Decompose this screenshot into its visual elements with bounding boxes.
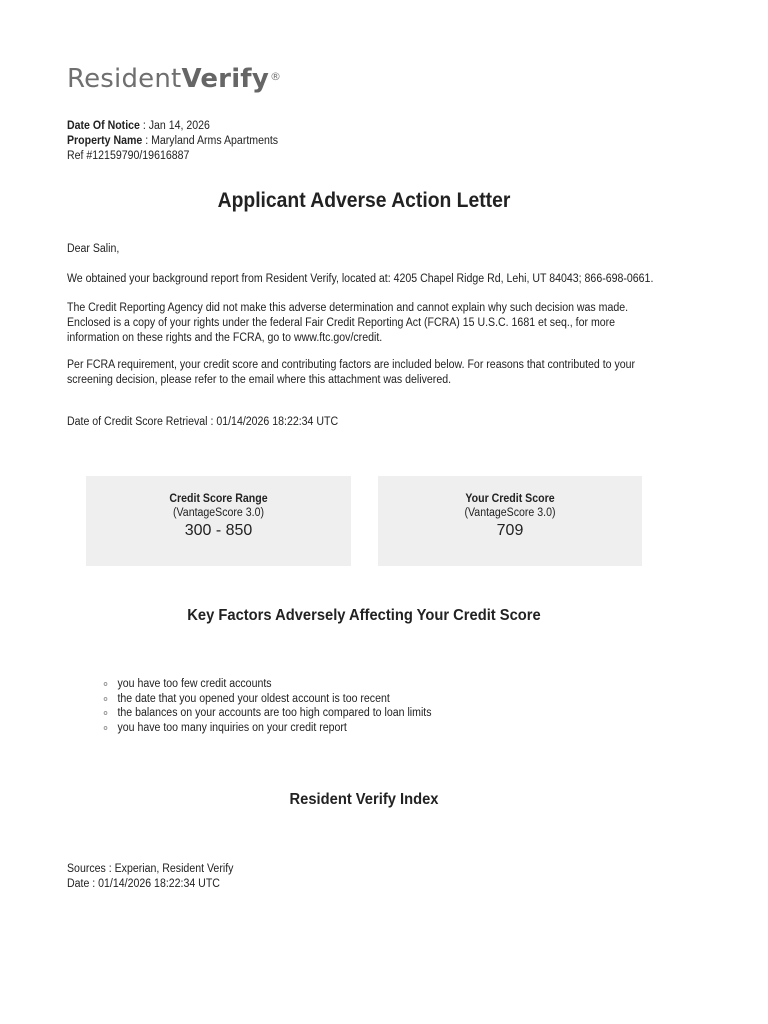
credit-score-range-value: 300 - 850: [184, 522, 253, 539]
date-of-notice-label: Date Of Notice: [67, 120, 140, 132]
your-credit-score-label: Your Credit Score: [465, 493, 555, 505]
date-of-notice: [67, 119, 278, 134]
logo-text-verify: Verify: [181, 64, 269, 94]
letter-paragraph-1: We obtained your background report from Resident Verify, located at: 4205 Chapel Ridge Rd, Lehi, UT 84043; 866-698-0661.: [67, 273, 654, 285]
credit-score-range-model: (VantageScore 3.0): [173, 507, 264, 519]
registered-mark: ®: [269, 70, 282, 83]
bullet-icon: [104, 726, 108, 730]
list-item: [100, 706, 432, 721]
credit-score-range-box: [86, 476, 351, 566]
key-factors-heading: Key Factors Adversely Affecting Your Credit Score: [187, 607, 541, 624]
footer-date-line: Date : 01/14/2026 18:22:34 UTC: [67, 877, 220, 890]
factor-text: the balances on your accounts are too high compared to loan limits: [117, 707, 432, 720]
property-name-value: : Maryland Arms Apartments: [142, 135, 279, 147]
resident-verify-logo: [67, 64, 281, 94]
letter-greeting: Dear Salin,: [67, 243, 120, 255]
sources-line: Sources : Experian, Resident Verify: [67, 863, 234, 875]
factor-text: you have too many inquiries on your credit report: [117, 722, 347, 735]
key-factors-list: [100, 677, 432, 736]
factor-text: the date that you opened your oldest account is too recent: [117, 692, 390, 705]
property-name-label: Property Name: [67, 135, 143, 147]
notice-meta: [67, 119, 278, 164]
list-item: [100, 677, 432, 692]
property-name: [67, 134, 278, 149]
bullet-icon: [104, 682, 108, 686]
your-credit-score-value: 709: [496, 522, 524, 539]
report-footer: [67, 862, 233, 891]
your-credit-score-box: [378, 476, 642, 566]
letter-paragraph-3: Per FCRA requirement, your credit score and contributing factors are included below. For reasons that contributed to your screening decision, please refer to the email where this attachment was delivered.: [67, 359, 636, 386]
your-credit-score-model: (VantageScore 3.0): [464, 507, 556, 519]
resident-verify-index-heading: Resident Verify Index: [289, 791, 439, 808]
page-title: Applicant Adverse Action Letter: [217, 189, 511, 212]
factor-text: you have too few credit accounts: [117, 678, 272, 690]
list-item: [100, 692, 432, 707]
bullet-icon: [104, 697, 108, 701]
bullet-icon: [104, 711, 108, 715]
date-of-notice-value: : Jan 14, 2026: [139, 120, 210, 132]
logo-text-resident: Resident: [67, 64, 182, 94]
credit-score-range-label: Credit Score Range: [169, 493, 268, 505]
reference-number: Ref #12159790/19616887: [67, 150, 190, 162]
letter-paragraph-2: The Credit Reporting Agency did not make this adverse determination and cannot explain why such decision was made. Enclosed is a copy of your rights under the federal Fair Credit Reporting Act (FCRA) 15 U.S.C. 1681 et seq., for more information on these rights and the FCRA, go to www.ftc.gov/credit.: [67, 302, 629, 344]
score-retrieval-date: Date of Credit Score Retrieval : 01/14/2026 18:22:34 UTC: [67, 416, 339, 428]
list-item: [100, 721, 432, 736]
